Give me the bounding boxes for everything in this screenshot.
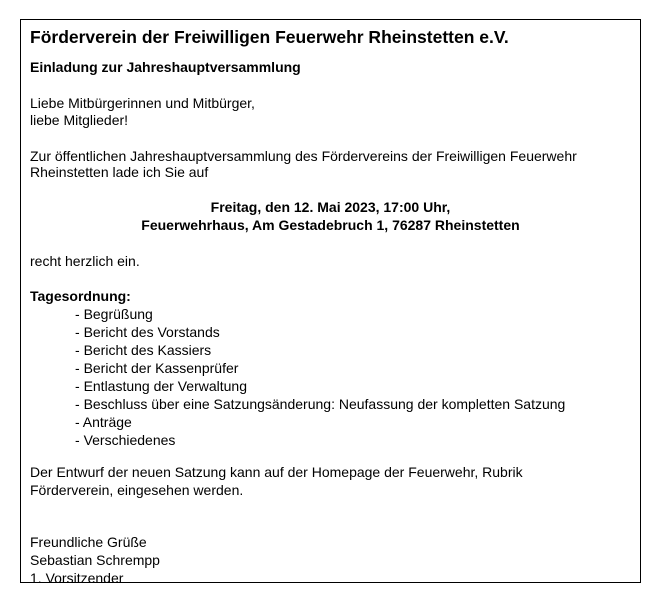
intro-line-2: Rheinstetten lade ich Sie auf [30, 164, 209, 180]
document-title: Förderverein der Freiwilligen Feuerwehr Rheinstetten e.V. [30, 27, 509, 47]
salutation-line-2: liebe Mitglieder! [30, 112, 129, 128]
agenda-item: - Bericht der Kassenprüfer [75, 359, 565, 377]
agenda-item: - Verschiedenes [75, 431, 565, 449]
event-date: Freitag, den 12. Mai 2023, 17:00 Uhr, [210, 199, 451, 215]
note-line-2: Förderverein, eingesehen werden. [30, 482, 244, 498]
document-subtitle: Einladung zur Jahreshauptversammlung [30, 59, 301, 75]
note-line-1: Der Entwurf der neuen Satzung kann auf der Homepage der Feuerwehr, Rubrik [30, 464, 523, 480]
event-location: Feuerwehrhaus, Am Gestadebruch 1, 76287 Rheinstetten [141, 217, 520, 233]
agenda-item: - Beschluss über eine Satzungsänderung: Neufassung der kompletten Satzung [75, 395, 565, 413]
agenda-item: - Bericht des Vorstands [75, 323, 565, 341]
closing-greeting: Freundliche Grüße [30, 534, 147, 550]
intro-line-1: Zur öffentlichen Jahreshauptversammlung des Fördervereins der Freiwilligen Feuerwehr [30, 148, 577, 164]
signer-name: Sebastian Schrempp [30, 552, 160, 568]
salutation-line-1: Liebe Mitbürgerinnen und Mitbürger, [30, 95, 255, 111]
signer-role: 1. Vorsitzender [30, 570, 124, 586]
agenda-list [75, 305, 565, 449]
agenda-item: - Bericht des Kassiers [75, 341, 565, 359]
invite-close: recht herzlich ein. [30, 253, 140, 269]
agenda-item: - Begrüßung [75, 305, 565, 323]
agenda-item: - Anträge [75, 413, 565, 431]
agenda-heading: Tagesordnung: [30, 288, 131, 304]
agenda-item: - Entlastung der Verwaltung [75, 377, 565, 395]
